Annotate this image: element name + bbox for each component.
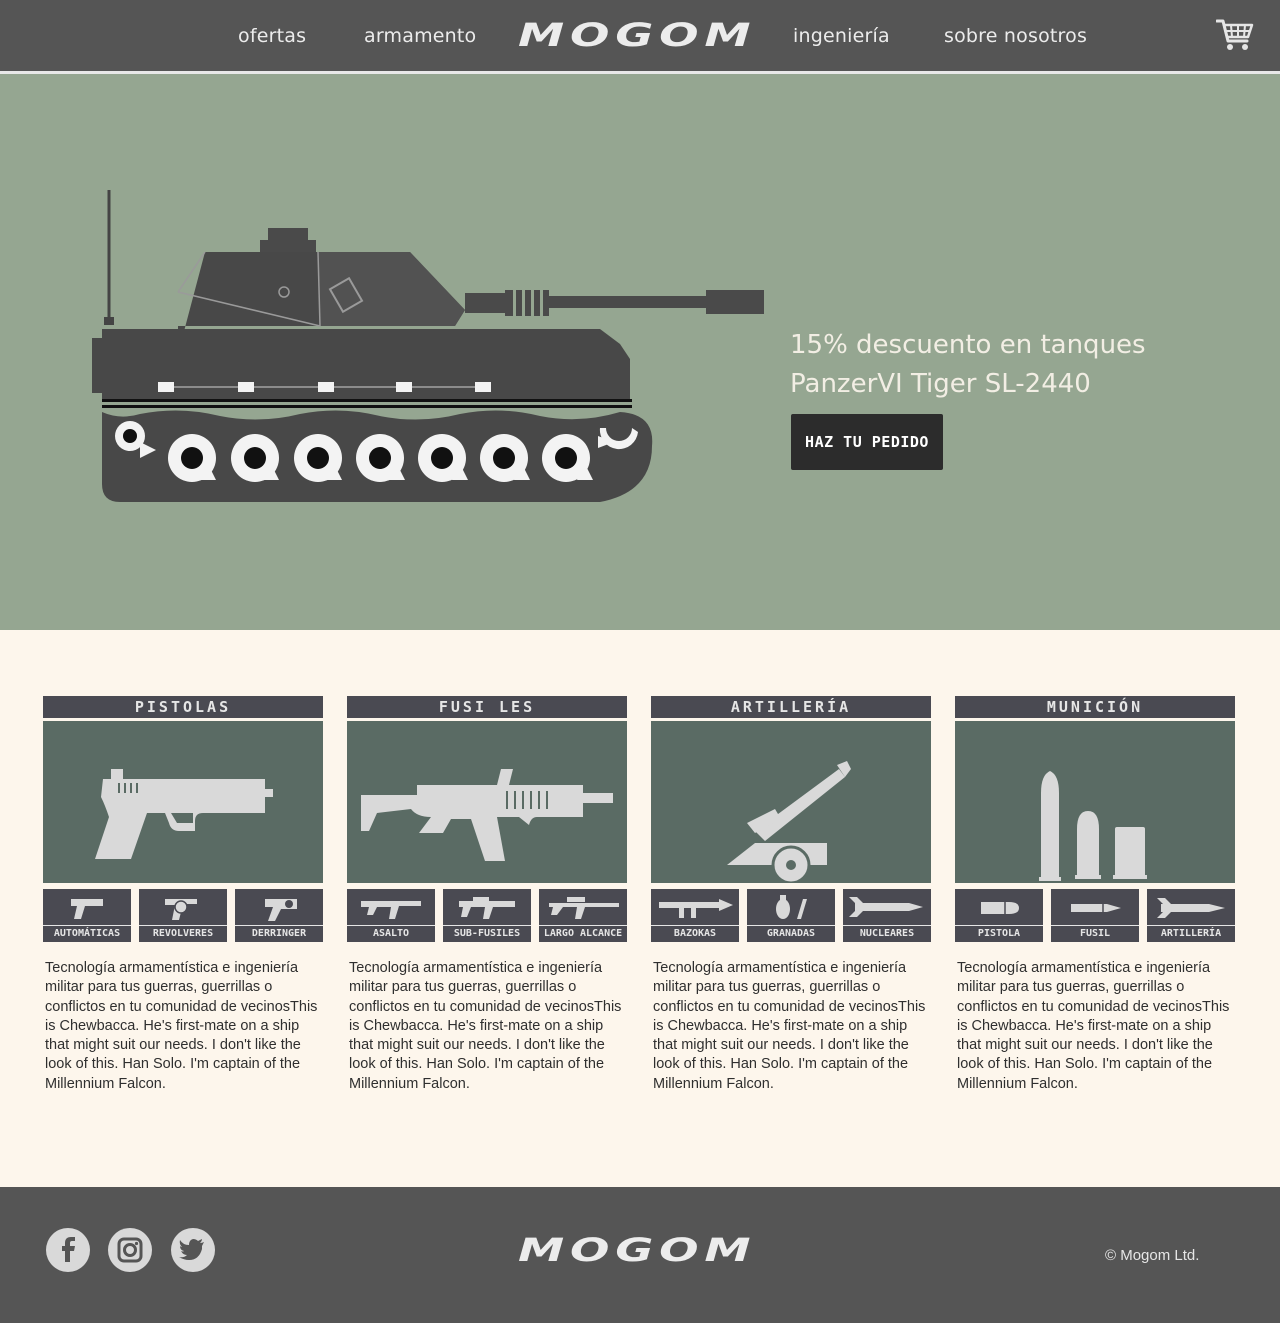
cart-icon[interactable]: [1216, 18, 1254, 52]
subcat-granadas[interactable]: [747, 889, 835, 942]
subcategory-row: [43, 889, 323, 942]
subcat-label: BAZOKAS: [651, 925, 739, 940]
derringer-icon: [235, 889, 323, 929]
subcategory-row: [651, 889, 931, 942]
subcat-label: REVOLVERES: [139, 925, 227, 940]
subcat-label: LARGO ALCANCE: [539, 925, 627, 940]
category-description: Tecnología armamentística e ingeniería militar para tus guerras, guerrillas o conflictos en tu comunidad de vecinosThis is Chewbacca. He's first-mate on a ship that might suit our needs. I don't like the look of this. Han Solo. I'm captain of the Millennium Falcon.: [957, 960, 1230, 1092]
subcat-label: NUCLEARES: [843, 925, 931, 940]
assault-rifle-icon: [347, 889, 435, 929]
instagram-link[interactable]: [108, 1228, 152, 1272]
category-card-municion: [955, 696, 1235, 1094]
hero-title-line1: 15% descuento en tanques: [790, 330, 1146, 360]
category-title[interactable]: PISTOLAS: [43, 696, 323, 718]
grenade-icon: [747, 889, 835, 929]
twitter-link[interactable]: [171, 1228, 215, 1272]
subcat-pistola[interactable]: [955, 889, 1043, 942]
automatic-pistol-icon: [43, 889, 131, 929]
pistol-icon: [43, 721, 322, 883]
artillery-shell-icon: [1147, 889, 1235, 929]
category-description: Tecnología armamentística e ingeniería militar para tus guerras, guerrillas o conflictos en tu comunidad de vecinosThis is Chewbacca. He's first-mate on a ship that might suit our needs. I don't like the look of this. Han Solo. I'm captain of the Millennium Falcon.: [349, 960, 622, 1092]
rifle-icon: [347, 721, 626, 883]
pistol-bullet-icon: [955, 889, 1043, 929]
subcat-automaticas[interactable]: [43, 889, 131, 942]
subcat-nucleares[interactable]: [843, 889, 931, 942]
rifle-bullet-icon: [1051, 889, 1139, 929]
category-image[interactable]: [347, 721, 627, 883]
footer-logo[interactable]: MOGOM: [518, 1231, 757, 1269]
subcat-fusil[interactable]: [1051, 889, 1139, 942]
subcat-asalto[interactable]: [347, 889, 435, 942]
category-image[interactable]: [651, 721, 931, 883]
subcat-label: PISTOLA: [955, 925, 1043, 940]
category-card-fusiles: [347, 696, 627, 1094]
subcat-label: AUTOMÁTICAS: [43, 925, 131, 940]
order-button[interactable]: HAZ TU PEDIDO: [791, 414, 943, 470]
hero-banner: [0, 74, 1280, 630]
category-image[interactable]: [43, 721, 323, 883]
subcat-revolveres[interactable]: [139, 889, 227, 942]
facebook-link[interactable]: [46, 1228, 90, 1272]
subcat-label: ARTILLERÍA: [1147, 925, 1235, 940]
category-card-artilleria: [651, 696, 931, 1094]
subcat-largo-alcance[interactable]: [539, 889, 627, 942]
nav-armamento[interactable]: armamento: [364, 25, 477, 47]
subcat-derringer[interactable]: [235, 889, 323, 942]
subcat-sub-fusiles[interactable]: [443, 889, 531, 942]
tank-illustration: [80, 184, 780, 524]
category-description: Tecnología armamentística e ingeniería militar para tus guerras, guerrillas o conflictos en tu comunidad de vecinosThis is Chewbacca. He's first-mate on a ship that might suit our needs. I don't like the look of this. Han Solo. I'm captain of the Millennium Falcon.: [653, 960, 926, 1092]
category-description: Tecnología armamentística e ingeniería militar para tus guerras, guerrillas o conflictos en tu comunidad de vecinosThis is Chewbacca. He's first-mate on a ship that might suit our needs. I don't like the look of this. Han Solo. I'm captain of the Millennium Falcon.: [45, 960, 318, 1092]
missile-icon: [843, 889, 931, 929]
submachine-gun-icon: [443, 889, 531, 929]
nav-ofertas[interactable]: ofertas: [238, 25, 307, 47]
subcategory-row: [955, 889, 1235, 942]
hero-title-line2: PanzerVI Tiger SL-2440: [790, 369, 1091, 399]
subcat-artilleria[interactable]: [1147, 889, 1235, 942]
facebook-icon: [46, 1228, 90, 1272]
subcategory-row: [347, 889, 627, 942]
subcat-label: GRANADAS: [747, 925, 835, 940]
category-title[interactable]: ARTILLERÍA: [651, 696, 931, 718]
bazooka-icon: [651, 889, 739, 929]
site-footer: [0, 1187, 1280, 1323]
category-title[interactable]: MUNICIÓN: [955, 696, 1235, 718]
subcat-label: FUSIL: [1051, 925, 1139, 940]
twitter-icon: [171, 1228, 215, 1272]
nav-ingenieria[interactable]: ingeniería: [793, 25, 890, 47]
header-logo[interactable]: MOGOM: [518, 16, 757, 54]
subcat-label: SUB-FUSILES: [443, 925, 531, 940]
subcat-label: DERRINGER: [235, 925, 323, 940]
subcat-bazokas[interactable]: [651, 889, 739, 942]
category-title[interactable]: FUSI LES: [347, 696, 627, 718]
sniper-rifle-icon: [539, 889, 627, 929]
revolver-icon: [139, 889, 227, 929]
category-image[interactable]: [955, 721, 1235, 883]
subcat-label: ASALTO: [347, 925, 435, 940]
site-header: [0, 0, 1280, 71]
nav-sobre-nosotros[interactable]: sobre nosotros: [944, 25, 1088, 47]
hero-title: [790, 326, 1146, 404]
instagram-icon: [108, 1228, 152, 1272]
copyright-text: © Mogom Ltd.: [1105, 1247, 1200, 1264]
ammunition-icon: [955, 721, 1234, 883]
category-card-pistolas: [43, 696, 323, 1094]
cannon-icon: [651, 721, 930, 883]
